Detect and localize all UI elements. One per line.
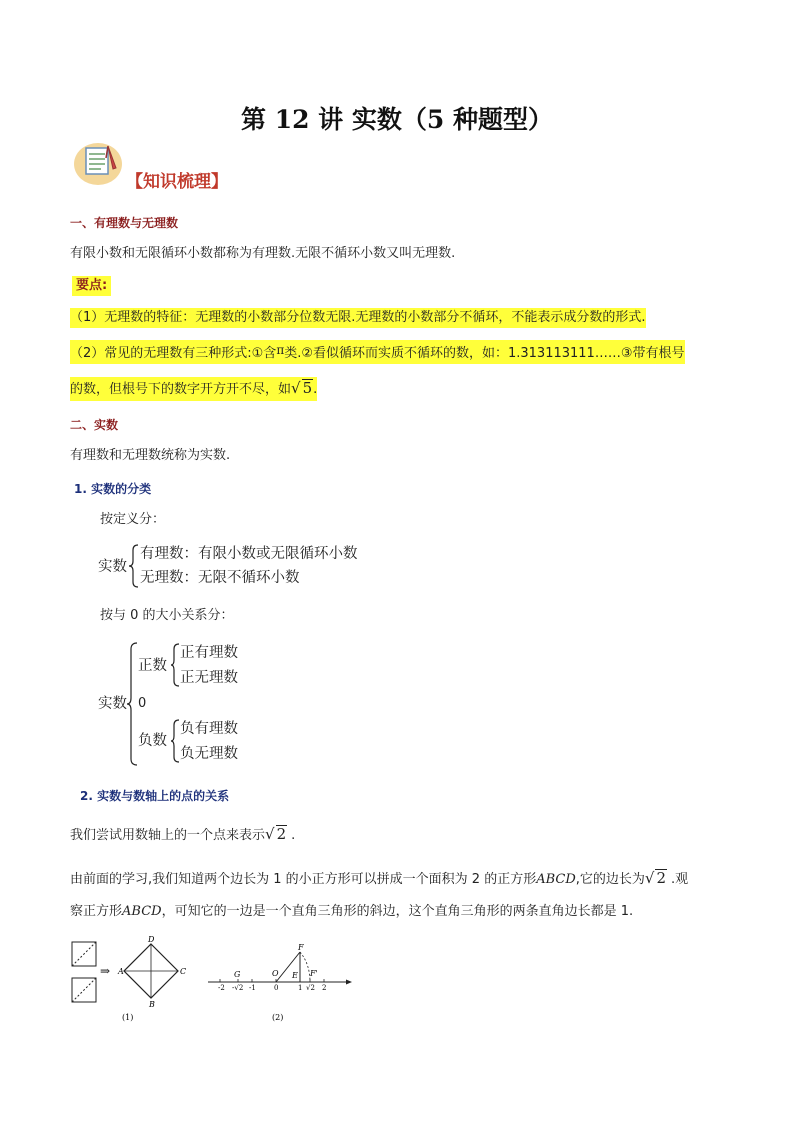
key-point-2-text-a: （2）常见的无理数有三种形式:①含 xyxy=(70,346,277,361)
notebook-icon xyxy=(74,138,126,186)
subheading-classification: 1. 实数的分类 xyxy=(74,482,152,496)
brace-4 xyxy=(170,719,180,767)
key-points-label xyxy=(72,276,111,296)
tick-label-2: -1 xyxy=(249,984,256,992)
small-square-bottom xyxy=(72,978,96,1002)
by-definition-label: 按定义分： xyxy=(100,512,166,527)
figure-2 xyxy=(200,938,360,1024)
negative-rational: 负有理数 xyxy=(180,721,238,737)
point-g-label: G xyxy=(234,970,241,979)
point-o-label: O xyxy=(272,969,279,978)
definition-text: 有限小数和无限循环小数都称为有理数.无限不循环小数又叫无理数. xyxy=(70,246,456,261)
pi-symbol: π xyxy=(276,343,285,357)
tick-label-4: 1 xyxy=(298,984,303,992)
figure-2-label: (2) xyxy=(272,1013,284,1022)
real-label-2: 实数 xyxy=(98,696,127,712)
tick-label-5: √2 xyxy=(306,984,315,992)
point-e-label: E xyxy=(292,971,298,980)
point-fprime-label: F' xyxy=(310,969,318,978)
prev-text-b: ,它的边长为 xyxy=(575,872,645,887)
tick-label-1: -√2 xyxy=(232,984,244,992)
key-point-2-line1 xyxy=(70,340,685,364)
section-tag: 【知识梳理】 xyxy=(126,172,228,192)
zero-label: 0 xyxy=(138,696,147,711)
big-square-abcd xyxy=(124,944,178,998)
prev-text-a: 由前面的学习,我们知道两个边长为 1 的小正方形可以拼成一个面积为 2 的正方形 xyxy=(70,872,537,887)
obs-text-a: 察正方形 xyxy=(70,904,123,919)
prev-text-c: .观 xyxy=(671,872,689,887)
tick-label-0: -2 xyxy=(218,984,225,992)
positive-irrational: 正无理数 xyxy=(180,670,238,686)
brace-3 xyxy=(170,643,180,691)
key-point-2-end: . xyxy=(313,382,318,397)
point-a-label: A xyxy=(118,967,124,976)
figure-1-label: (1) xyxy=(122,1013,134,1022)
sqrt-2-b-radicand: 2 xyxy=(656,869,667,887)
section-heading-rational-irrational: 一、有理数与无理数 xyxy=(70,216,179,230)
tick-label-6: 2 xyxy=(322,984,327,992)
try-text-end: . xyxy=(291,828,296,843)
sqrt-2-a-radicand: 2 xyxy=(276,825,287,843)
brace-1 xyxy=(128,544,140,592)
obs-text-b: ，可知它的一边是一个直角三角形的斜边，这个直角三角形的两条直角边长都是 1. xyxy=(161,904,634,919)
arrow-symbol: ⇒ xyxy=(100,964,111,978)
number-line xyxy=(208,980,352,985)
sqrt-2-b: √ 2 xyxy=(644,869,667,887)
point-f-label: F xyxy=(298,943,304,952)
sqrt-2-a: √ 2 xyxy=(265,825,287,843)
key-point-2-line2 xyxy=(70,377,317,401)
by-zero-label: 按与 0 的大小关系分： xyxy=(100,608,234,623)
irrational-def: 无理数：无限不循环小数 xyxy=(140,570,300,586)
small-square-top xyxy=(72,942,96,966)
key-point-1: （1）无理数的特征：无理数的小数部分位数无限.无理数的小数部分不循环，不能表示成分数的形式. xyxy=(70,308,646,328)
real-definition: 有理数和无理数统称为实数. xyxy=(70,448,231,463)
obs-abcd-label: ABCD xyxy=(122,904,162,919)
tick-label-3: 0 xyxy=(274,984,279,992)
figure-1 xyxy=(66,934,196,1024)
key-point-2-text-c: 的数，但根号下的数字开方开不尽，如 xyxy=(70,382,292,397)
point-d-label: D xyxy=(148,935,155,944)
previous-learning-line1 xyxy=(70,867,688,891)
section-heading-real-numbers: 二、实数 xyxy=(70,418,119,432)
previous-learning-line2 xyxy=(70,902,633,922)
positive-rational: 正有理数 xyxy=(180,645,238,661)
abcd-label: ABCD xyxy=(536,872,576,887)
arc-f-to-fprime xyxy=(300,952,310,982)
key-point-2-text-b: 类.②看似循环而实质不循环的数，如：1.313113111……③带有根号 xyxy=(284,346,685,361)
negative-label: 负数 xyxy=(138,733,167,749)
sqrt-5-radicand: 5 xyxy=(302,379,313,397)
sqrt-5: √ 5 xyxy=(291,379,313,397)
point-c-label: C xyxy=(180,967,187,976)
key-points-text: 要点: xyxy=(76,278,108,293)
brace-2 xyxy=(126,642,138,770)
page-title: 第 12 讲 实数（5 种题型） xyxy=(240,105,553,134)
negative-irrational: 负无理数 xyxy=(180,746,238,762)
try-text xyxy=(70,823,295,847)
real-label-1: 实数 xyxy=(98,559,127,575)
positive-label: 正数 xyxy=(138,658,167,674)
try-text-a: 我们尝试用数轴上的一个点来表示 xyxy=(70,828,266,843)
rational-def: 有理数：有限小数或无限循环小数 xyxy=(140,546,358,562)
subheading-number-line: 2. 实数与数轴上的点的关系 xyxy=(80,789,230,803)
point-b-label: B xyxy=(149,1000,155,1009)
